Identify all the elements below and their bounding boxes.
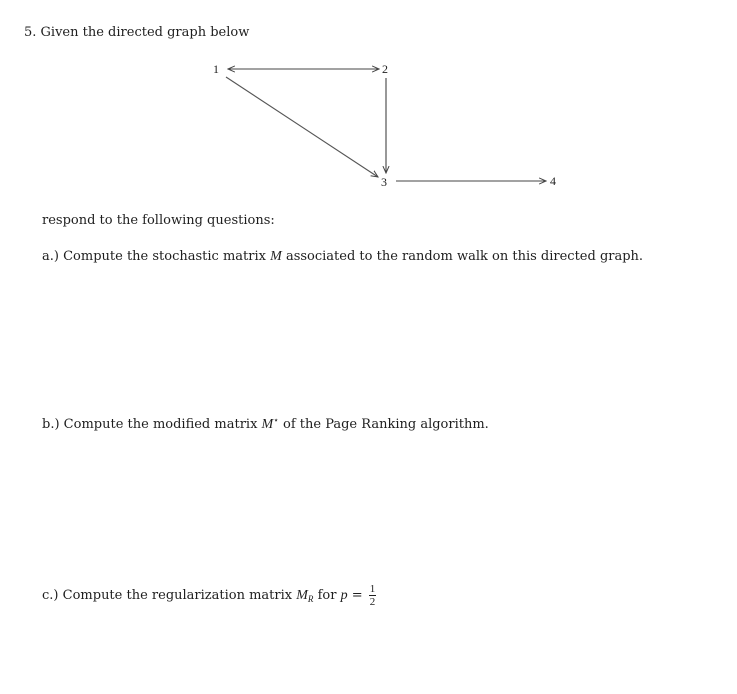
question-c-label: c.) (42, 588, 59, 603)
node-2-label: 2 (382, 62, 388, 76)
question-a (42, 249, 643, 265)
fraction-denominator: 2 (369, 596, 376, 608)
question-c-fraction (369, 583, 377, 608)
question-a-symbol: M (270, 249, 282, 264)
question-c-var: p (340, 588, 348, 603)
fraction-numerator: 1 (369, 583, 376, 595)
question-c-text-before: Compute the regularization matrix (62, 588, 293, 603)
question-b-superscript: ⋆ (273, 415, 279, 425)
node-3-label: 3 (381, 175, 387, 189)
question-c (42, 583, 376, 608)
question-c-symbol (296, 588, 313, 603)
question-b-label: b.) (42, 417, 60, 432)
question-b-text-after: of the Page Ranking algorithm. (283, 417, 489, 432)
edge-1-3 (226, 77, 378, 177)
question-c-text-mid: for (317, 588, 337, 603)
question-b-symbol (262, 417, 279, 432)
question-c-equals: = (351, 588, 363, 603)
question-b (42, 415, 489, 433)
question-a-text-after: associated to the random walk on this directed graph. (285, 249, 644, 264)
question-a-label: a.) (42, 249, 59, 264)
question-a-text-before: Compute the stochastic matrix (63, 249, 266, 264)
question-c-symbol-base: M (296, 588, 308, 603)
node-1-label: 1 (213, 62, 219, 76)
respond-text: respond to the following questions: (42, 213, 275, 228)
question-b-text-before: Compute the modified matrix (63, 417, 258, 432)
problem-number: 5. (24, 25, 37, 40)
problem-intro: Given the directed graph below (40, 25, 250, 40)
question-b-symbol-base: M (261, 417, 274, 432)
node-4-label: 4 (550, 174, 556, 188)
question-c-subscript: R (307, 594, 314, 604)
